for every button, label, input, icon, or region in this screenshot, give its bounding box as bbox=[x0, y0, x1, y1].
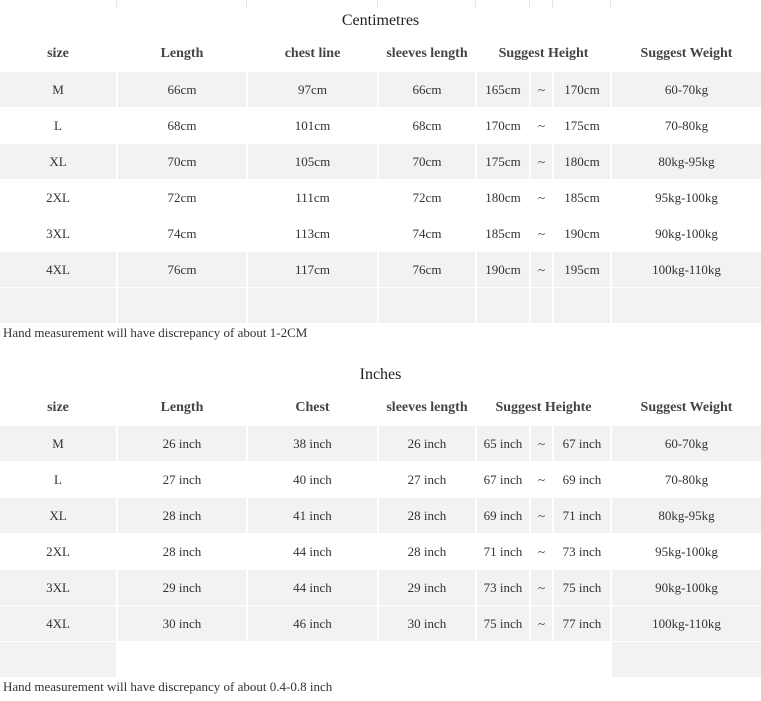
cell-sleeves: 70cm bbox=[379, 144, 475, 179]
cell-chest: 41 inch bbox=[248, 498, 377, 533]
empty-cell bbox=[118, 642, 246, 677]
cell-tilde: ~ bbox=[537, 190, 546, 205]
cell-length: 70cm bbox=[118, 144, 246, 179]
cell-tilde: ~ bbox=[531, 72, 552, 107]
cell-size: L bbox=[54, 118, 62, 133]
cell-weight: 80kg-95kg bbox=[612, 144, 761, 179]
strip-divider bbox=[116, 0, 117, 8]
header-row bbox=[0, 36, 761, 72]
table-row bbox=[0, 426, 761, 462]
cell-length: 26 inch bbox=[118, 426, 246, 461]
cell-sleeves: 27 inch bbox=[407, 472, 447, 487]
table-row bbox=[0, 144, 761, 180]
cell-weight: 60-70kg bbox=[612, 426, 761, 461]
empty-cell bbox=[531, 642, 552, 677]
cell-tilde: ~ bbox=[537, 118, 546, 133]
cell-weight: 70-80kg bbox=[664, 472, 709, 487]
cell-height-from: 71 inch bbox=[483, 544, 523, 559]
cell-weight: 100kg-110kg bbox=[612, 252, 761, 287]
cell-sleeves: 66cm bbox=[379, 72, 475, 107]
cell-height-from: 190cm bbox=[477, 252, 529, 287]
cell-length: 76cm bbox=[118, 252, 246, 287]
centimetres-title: Centimetres bbox=[341, 12, 420, 29]
cell-chest: 44 inch bbox=[248, 570, 377, 605]
empty-cell bbox=[379, 642, 475, 677]
cell-tilde: ~ bbox=[531, 144, 552, 179]
cell-size: 4XL bbox=[0, 252, 116, 287]
cell-height-from: 69 inch bbox=[477, 498, 529, 533]
cell-size: L bbox=[54, 472, 62, 487]
table-row bbox=[0, 252, 761, 288]
header-size: size bbox=[47, 46, 69, 61]
header-sleeves: sleeves length bbox=[386, 46, 468, 61]
table-row bbox=[0, 108, 761, 144]
header-size: size bbox=[47, 400, 69, 415]
cell-chest: 97cm bbox=[248, 72, 377, 107]
cell-length: 28 inch bbox=[118, 498, 246, 533]
table-row bbox=[0, 462, 761, 498]
table-row bbox=[0, 180, 761, 216]
cell-size: 2XL bbox=[46, 544, 70, 559]
cell-height-from: 170cm bbox=[485, 118, 521, 133]
cell-chest: 38 inch bbox=[248, 426, 377, 461]
cell-length: 27 inch bbox=[162, 472, 202, 487]
cell-height-to: 180cm bbox=[554, 144, 610, 179]
empty-cell bbox=[554, 642, 610, 677]
cell-size: 3XL bbox=[0, 570, 116, 605]
cell-length: 74cm bbox=[167, 226, 197, 241]
measurement-note: Hand measurement will have discrepancy of about 1-2CM bbox=[3, 325, 308, 340]
empty-cell bbox=[0, 288, 116, 323]
empty-cell bbox=[612, 288, 761, 323]
cell-tilde: ~ bbox=[537, 544, 546, 559]
cell-sleeves: 29 inch bbox=[379, 570, 475, 605]
cell-length: 28 inch bbox=[162, 544, 202, 559]
empty-cell bbox=[0, 642, 116, 677]
header-chest: Chest bbox=[295, 400, 330, 415]
header-height: Suggest Heighte bbox=[495, 400, 592, 415]
table-row bbox=[0, 606, 761, 642]
cell-weight: 90kg-100kg bbox=[655, 226, 718, 241]
cell-height-to: 185cm bbox=[564, 190, 600, 205]
cell-tilde: ~ bbox=[537, 226, 546, 241]
cell-chest: 46 inch bbox=[248, 606, 377, 641]
empty-row bbox=[0, 288, 761, 324]
cell-height-from: 180cm bbox=[485, 190, 521, 205]
inches-title: Inches bbox=[359, 366, 402, 383]
cell-tilde: ~ bbox=[531, 252, 552, 287]
cell-sleeves: 28 inch bbox=[379, 498, 475, 533]
cell-length: 66cm bbox=[118, 72, 246, 107]
empty-cell bbox=[531, 288, 552, 323]
cell-size: 4XL bbox=[0, 606, 116, 641]
empty-cell bbox=[612, 642, 761, 677]
cell-weight: 95kg-100kg bbox=[655, 190, 718, 205]
table-row bbox=[0, 534, 761, 570]
header-weight: Suggest Weight bbox=[640, 400, 733, 415]
cell-weight: 70-80kg bbox=[664, 118, 709, 133]
table-row bbox=[0, 216, 761, 252]
cell-chest: 105cm bbox=[248, 144, 377, 179]
cell-height-from: 65 inch bbox=[477, 426, 529, 461]
cell-chest: 40 inch bbox=[293, 472, 332, 487]
cell-tilde: ~ bbox=[537, 472, 546, 487]
header-weight: Suggest Weight bbox=[640, 46, 733, 61]
cell-weight: 100kg-110kg bbox=[612, 606, 761, 641]
cell-height-to: 195cm bbox=[554, 252, 610, 287]
cell-height-to: 190cm bbox=[564, 226, 600, 241]
cell-length: 68cm bbox=[167, 118, 197, 133]
cell-height-from: 165cm bbox=[477, 72, 529, 107]
header-sleeves: sleeves length bbox=[386, 400, 468, 415]
cell-length: 72cm bbox=[167, 190, 197, 205]
table-row bbox=[0, 498, 761, 534]
empty-cell bbox=[118, 288, 246, 323]
centimetres-table bbox=[0, 36, 761, 324]
cell-size: XL bbox=[0, 144, 116, 179]
cell-height-from: 185cm bbox=[485, 226, 521, 241]
empty-cell bbox=[477, 288, 529, 323]
cell-sleeves: 74cm bbox=[412, 226, 442, 241]
cell-tilde: ~ bbox=[531, 570, 552, 605]
header-length: Length bbox=[160, 400, 204, 415]
cell-height-to: 77 inch bbox=[554, 606, 610, 641]
cell-height-from: 75 inch bbox=[477, 606, 529, 641]
strip-divider bbox=[246, 0, 247, 8]
cell-size: 3XL bbox=[46, 226, 70, 241]
cell-size: M bbox=[0, 72, 116, 107]
strip-divider bbox=[610, 0, 611, 8]
empty-cell bbox=[248, 288, 377, 323]
cell-weight: 95kg-100kg bbox=[655, 544, 718, 559]
strip-divider bbox=[552, 0, 553, 8]
cell-length: 29 inch bbox=[118, 570, 246, 605]
cell-height-to: 73 inch bbox=[562, 544, 602, 559]
cell-height-to: 67 inch bbox=[554, 426, 610, 461]
header-row bbox=[0, 390, 761, 426]
table-row bbox=[0, 72, 761, 108]
cell-sleeves: 30 inch bbox=[379, 606, 475, 641]
inches-table bbox=[0, 390, 761, 678]
cell-size: 2XL bbox=[46, 190, 70, 205]
cell-height-to: 75 inch bbox=[554, 570, 610, 605]
cell-height-to: 170cm bbox=[554, 72, 610, 107]
cell-size: XL bbox=[0, 498, 116, 533]
cell-chest: 44 inch bbox=[293, 544, 332, 559]
cell-tilde: ~ bbox=[531, 426, 552, 461]
cell-chest: 117cm bbox=[248, 252, 377, 287]
cell-height-from: 73 inch bbox=[477, 570, 529, 605]
empty-row bbox=[0, 642, 761, 678]
header-chest: chest line bbox=[284, 46, 341, 61]
cell-height-to: 69 inch bbox=[562, 472, 602, 487]
cell-tilde: ~ bbox=[531, 606, 552, 641]
top-strip bbox=[0, 0, 761, 8]
cell-sleeves: 28 inch bbox=[407, 544, 447, 559]
cell-length: 30 inch bbox=[118, 606, 246, 641]
cell-sleeves: 68cm bbox=[412, 118, 442, 133]
cell-weight: 90kg-100kg bbox=[612, 570, 761, 605]
strip-divider bbox=[529, 0, 530, 8]
header-height: Suggest Height bbox=[498, 46, 589, 61]
header-length: Length bbox=[160, 46, 204, 61]
empty-cell bbox=[554, 288, 610, 323]
empty-cell bbox=[477, 642, 529, 677]
cell-height-from: 67 inch bbox=[483, 472, 523, 487]
cell-size: M bbox=[0, 426, 116, 461]
cell-chest: 111cm bbox=[295, 190, 330, 205]
strip-divider bbox=[377, 0, 378, 8]
cell-chest: 101cm bbox=[294, 118, 331, 133]
cell-weight: 60-70kg bbox=[612, 72, 761, 107]
cell-sleeves: 72cm bbox=[412, 190, 442, 205]
cell-sleeves: 76cm bbox=[379, 252, 475, 287]
cell-height-to: 71 inch bbox=[554, 498, 610, 533]
cell-height-to: 175cm bbox=[564, 118, 600, 133]
measurement-note: Hand measurement will have discrepancy of about 0.4-0.8 inch bbox=[3, 679, 333, 694]
cell-chest: 113cm bbox=[295, 226, 330, 241]
cell-weight: 80kg-95kg bbox=[612, 498, 761, 533]
cell-height-from: 175cm bbox=[477, 144, 529, 179]
empty-cell bbox=[379, 288, 475, 323]
cell-tilde: ~ bbox=[531, 498, 552, 533]
empty-cell bbox=[248, 642, 377, 677]
table-row bbox=[0, 570, 761, 606]
strip-divider bbox=[475, 0, 476, 8]
cell-sleeves: 26 inch bbox=[379, 426, 475, 461]
